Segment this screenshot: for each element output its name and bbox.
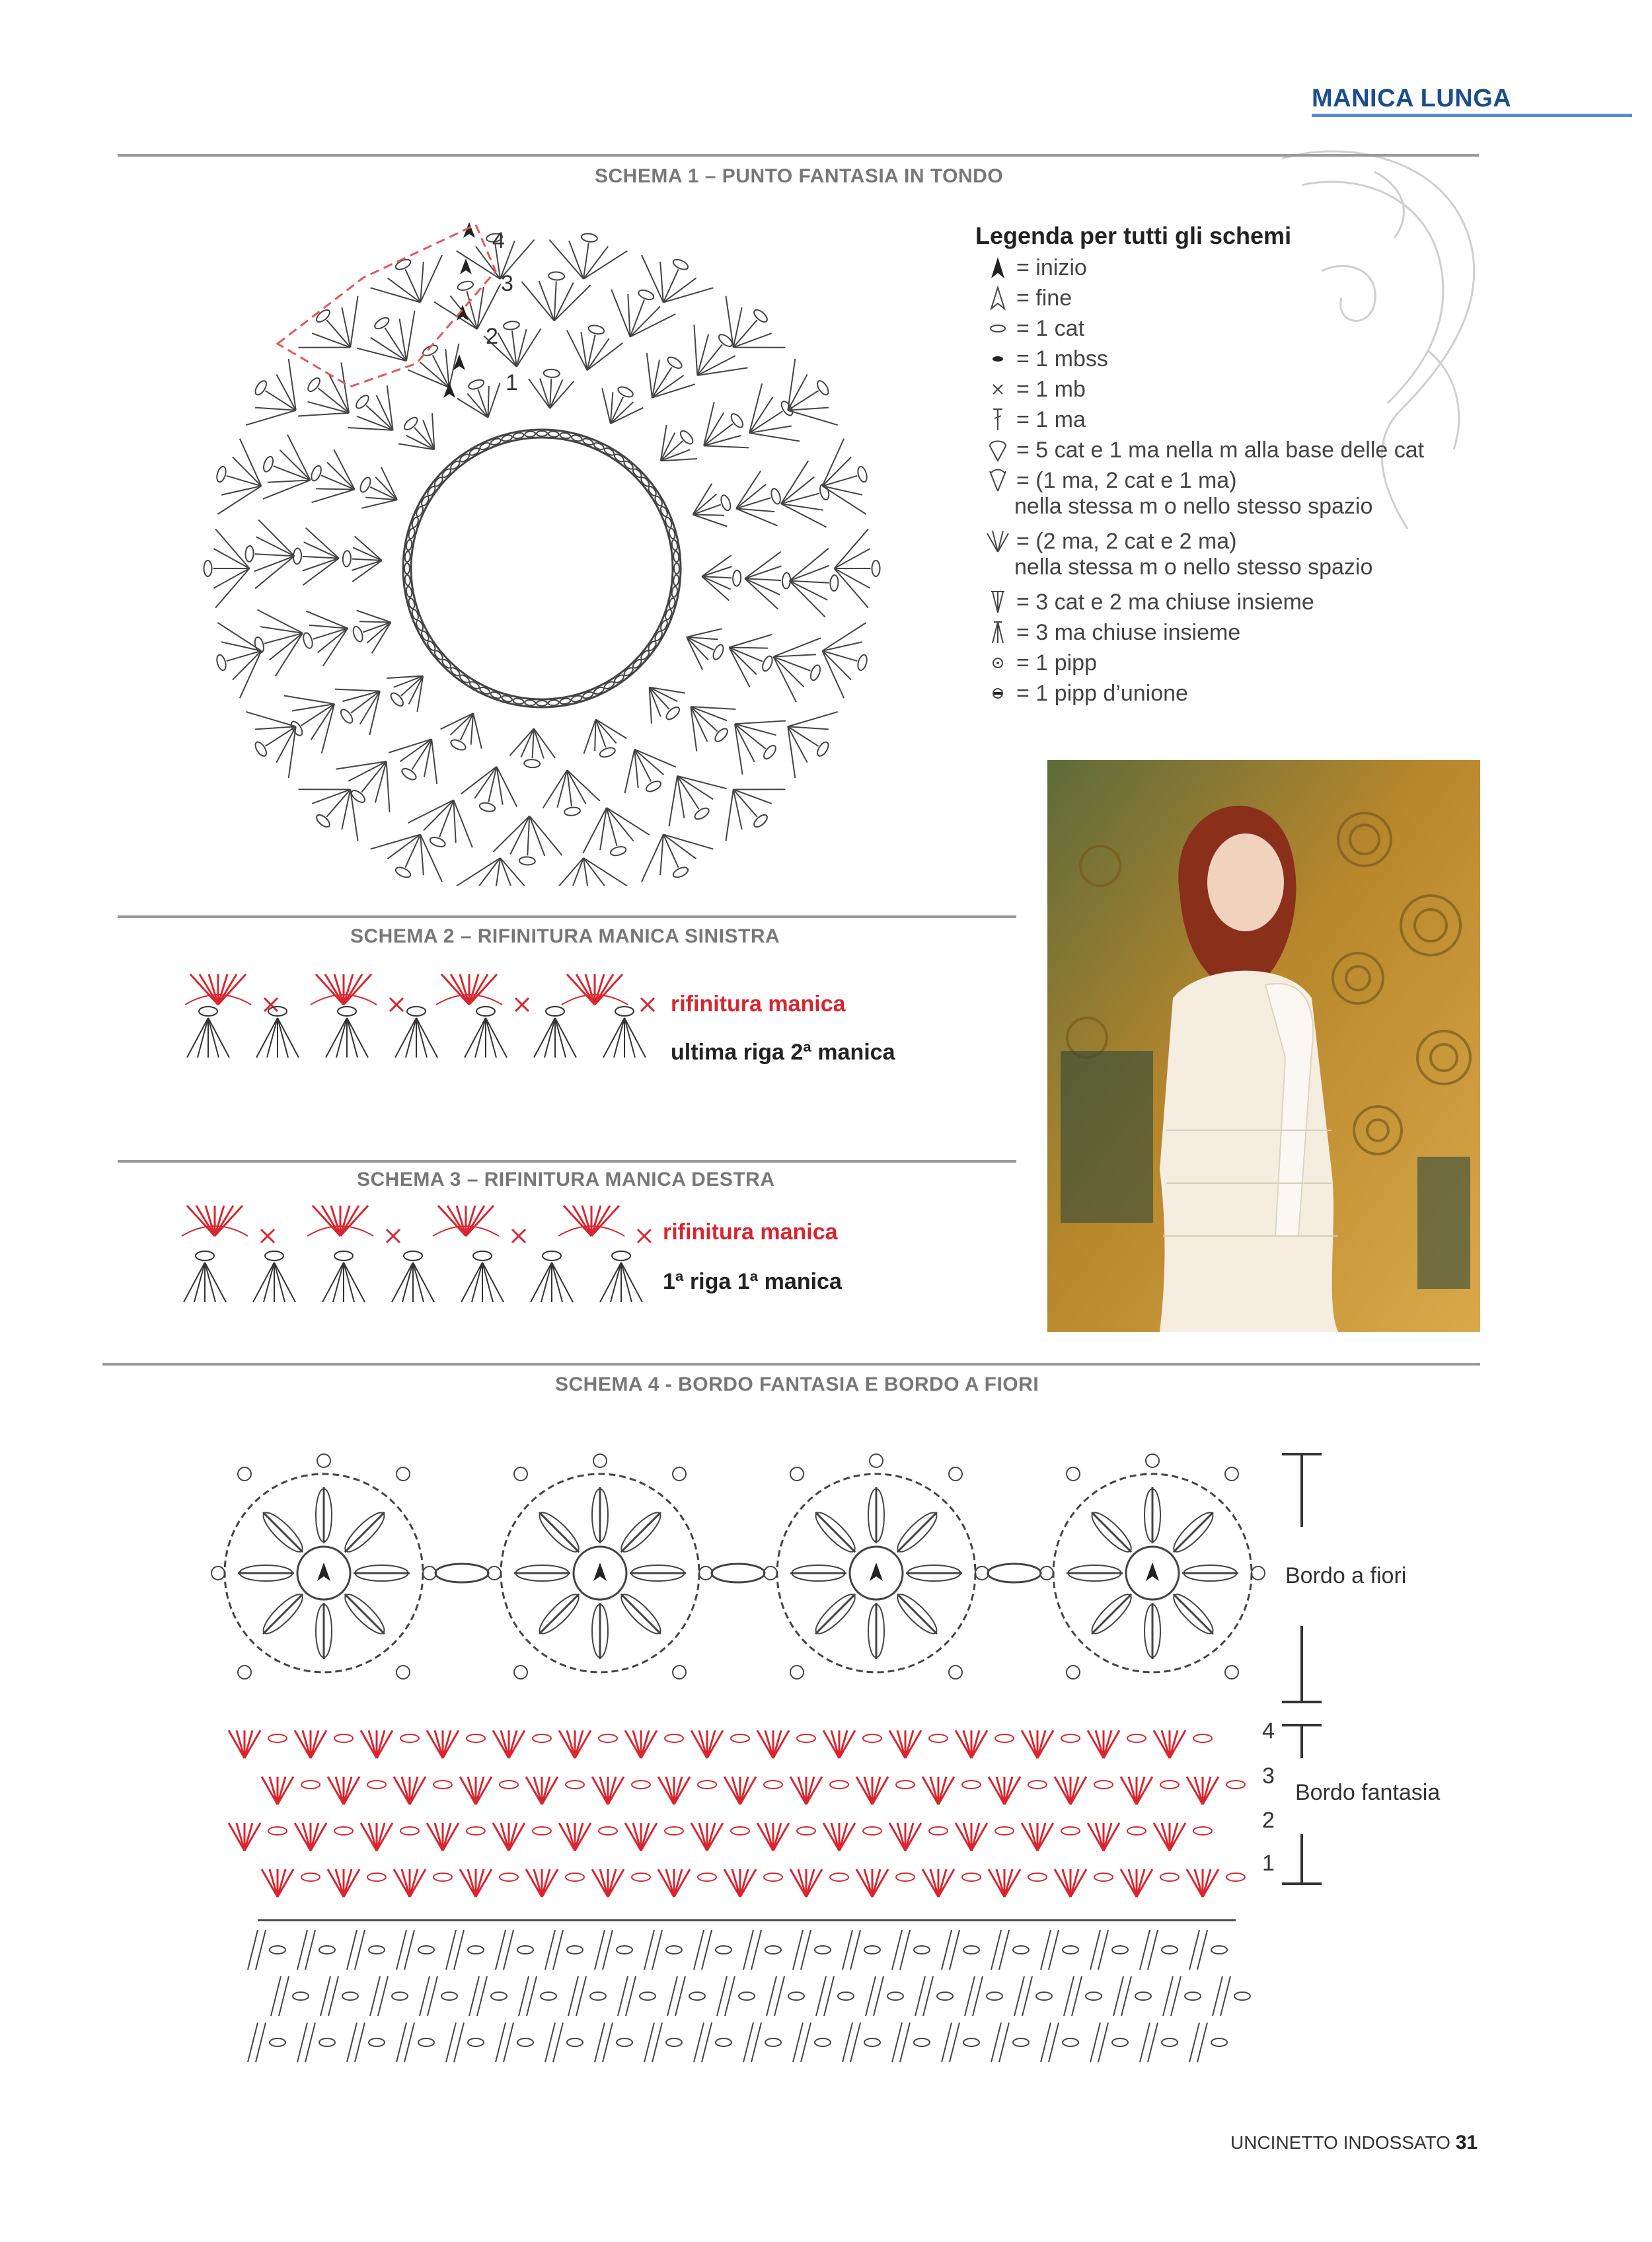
- cluster-3-icon: [985, 619, 1011, 646]
- legend-item: [985, 346, 1108, 372]
- schema3-divider: [118, 1160, 1016, 1163]
- legend-item-text: = (2 ma, 2 cat e 2 ma): [1016, 528, 1237, 554]
- legend-item-text: = 5 cat e 1 ma nella m alla base delle cat: [1016, 437, 1425, 463]
- legend-item: [985, 467, 1237, 494]
- legend-item: [985, 315, 1084, 342]
- page-number: 31: [1455, 2132, 1478, 2153]
- chain-icon: [985, 315, 1011, 342]
- schema3-label-finishing: rifinitura manica: [663, 1219, 838, 1245]
- legend-item-text: = 3 cat e 2 ma chiuse insieme: [1016, 589, 1314, 615]
- picot-icon: [985, 650, 1011, 676]
- header-underline: [1312, 114, 1632, 117]
- legend-item: [985, 680, 1188, 707]
- schema2-divider: [118, 915, 1016, 918]
- single-crochet-icon: [985, 376, 1011, 403]
- legend-item: [985, 589, 1314, 615]
- legend-item: [985, 406, 1086, 433]
- legend-item-text: = 1 cat: [1016, 315, 1085, 341]
- legend-title: Legenda per tutti gli schemi: [975, 222, 1292, 249]
- end-arrow-icon: [985, 285, 1011, 311]
- schema3-label-first-row: 1ª riga 1ª manica: [663, 1269, 842, 1294]
- schema3-edging-diagram: [162, 1196, 671, 1309]
- legend-item: [985, 619, 1240, 646]
- schema2-label-finishing: rifinitura manica: [671, 991, 846, 1017]
- schema4-flower-border-diagram: [192, 1421, 1289, 2082]
- legend-item-text: = inizio: [1016, 254, 1087, 280]
- photo-illustration: [1047, 760, 1480, 1332]
- legend-item: [985, 650, 1097, 676]
- model-photo: [1047, 760, 1480, 1332]
- schema1-row-label-1: 1: [506, 370, 518, 395]
- slip-stitch-icon: [985, 346, 1011, 372]
- legend-item: [985, 254, 1087, 281]
- start-arrow-icon: [985, 254, 1011, 281]
- schema4-row-label-3: 3: [1262, 1763, 1275, 1789]
- section-header: MANICA LUNGA: [1312, 85, 1512, 112]
- schema4-divider: [102, 1363, 1480, 1366]
- legend-item-text: = fine: [1016, 285, 1072, 311]
- schema1-title: SCHEMA 1 – PUNTO FANTASIA IN TONDO: [595, 165, 1004, 187]
- legend-item: [985, 376, 1086, 403]
- schema4-brackets: [1269, 1448, 1341, 1897]
- legend-item: [985, 285, 1072, 311]
- schema1-round-diagram: [198, 198, 925, 886]
- schema4-row-label-2: 2: [1262, 1808, 1275, 1833]
- legend-item-continuation: nella stessa m o nello stesso spazio: [1014, 555, 1373, 580]
- schema3-title: SCHEMA 3 – RIFINITURA MANICA DESTRA: [357, 1169, 775, 1190]
- cluster-3-chain-icon: [985, 589, 1011, 615]
- schema4-row-label-1: 1: [1262, 1851, 1275, 1876]
- decorative-lineart: [1242, 132, 1507, 542]
- double-v-stitch-icon: [985, 528, 1011, 555]
- bordo-fiori-label: Bordo a fiori: [1285, 1563, 1407, 1588]
- v-stitch-icon: [985, 467, 1011, 494]
- picot-fan-icon: [985, 437, 1011, 463]
- schema2-label-last-row: ultima riga 2ª manica: [671, 1040, 895, 1065]
- magazine-name: UNCINETTO INDOSSATO: [1230, 2132, 1450, 2153]
- legend-item-text: = 1 mbss: [1016, 346, 1108, 371]
- legend-item: [985, 528, 1237, 555]
- legend-item-text: = 1 pipp d’unione: [1016, 680, 1188, 706]
- double-crochet-icon: [985, 406, 1011, 433]
- schema2-edging-diagram: [165, 965, 681, 1064]
- schema1-divider: [118, 154, 1479, 157]
- schema2-title: SCHEMA 2 – RIFINITURA MANICA SINISTRA: [350, 925, 780, 947]
- page-footer: [1230, 2132, 1478, 2154]
- legend-item-text: = 1 mb: [1016, 376, 1086, 402]
- schema4-title: SCHEMA 4 - BORDO FANTASIA E BORDO A FIORI: [555, 1373, 1039, 1395]
- schema1-row-label-4: 4: [492, 228, 505, 253]
- legend-item-continuation: nella stessa m o nello stesso spazio: [1014, 494, 1373, 519]
- legend-item: [985, 437, 1424, 463]
- legend-item-text: = 1 pipp: [1016, 650, 1097, 676]
- schema1-row-label-2: 2: [486, 324, 498, 349]
- legend-item-text: = 3 ma chiuse insieme: [1016, 619, 1241, 645]
- legend-item-text: = (1 ma, 2 cat e 1 ma): [1016, 467, 1237, 493]
- legend-item-text: = 1 ma: [1016, 406, 1086, 432]
- schema1-row-label-3: 3: [501, 271, 513, 296]
- joining-picot-icon: [985, 680, 1011, 707]
- schema4-row-label-4: 4: [1262, 1719, 1275, 1744]
- bordo-fantasia-label: Bordo fantasia: [1295, 1780, 1441, 1805]
